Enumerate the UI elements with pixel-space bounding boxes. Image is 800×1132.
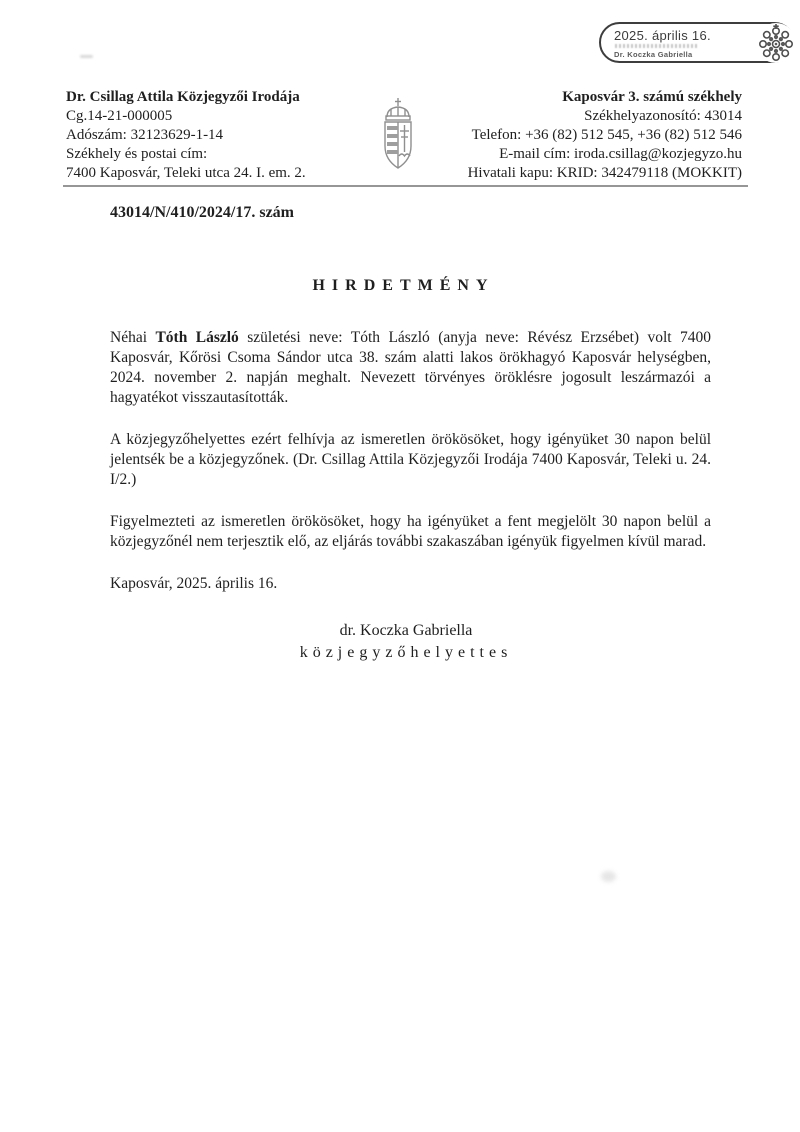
- seat-krid: Hivatali kapu: KRID: 342479118 (MOKKIT): [467, 165, 742, 181]
- paragraph-warning: Figyelmezteti az ismeretlen örökösöket, hogy ha igényüket a fent megjelölt 30 napon belül a közjegyzőnél nem terjesztik elő, az eljárás további szakaszában igényük figyelmen kívül marad.: [110, 513, 711, 550]
- office-address-label: Székhely és postai cím:: [66, 146, 208, 162]
- paragraph-call-to-heirs: A közjegyzőhelyettes ezért felhívja az ismeretlen örökösöket, hogy igényüket 30 napon belül jelentsék be a közjegyzőnek. (Dr. Csillag Attila Közjegyzői Irodája 7400 Kaposvár, Teleki u. 24. I/2.): [110, 431, 711, 488]
- office-tax-number: Adószám: 32123629-1-14: [66, 127, 224, 143]
- letterhead-office-block: [66, 88, 366, 183]
- stamp-date: 2025. április 16.: [614, 28, 711, 43]
- notary-rosette-seal-icon: [756, 23, 796, 63]
- letterhead-divider: [63, 185, 748, 187]
- scan-artifact: [80, 55, 93, 58]
- paragraph-deceased: [110, 328, 711, 408]
- hungarian-coat-of-arms-icon: [376, 88, 420, 183]
- letterhead: [66, 88, 742, 183]
- office-registry-number: Cg.14-21-000005: [66, 108, 173, 124]
- paragraph-deceased-prefix: Néhai: [110, 329, 148, 346]
- seat-email: E-mail cím: iroda.csillag@kozjegyzo.hu: [499, 146, 742, 162]
- scan-artifact: [601, 871, 616, 882]
- signer-role: közjegyzőhelyettes: [299, 644, 513, 661]
- stamp-signer-name: Dr. Koczka Gabriella: [614, 50, 693, 59]
- office-name: Dr. Csillag Attila Közjegyzői Irodája: [66, 89, 300, 105]
- date-stamp: [599, 22, 795, 63]
- document-title: HIRDETMÉNY: [312, 277, 495, 294]
- letterhead-seat-block: [430, 88, 742, 183]
- signer-name: dr. Koczka Gabriella: [339, 622, 473, 639]
- case-reference-number: 43014/N/410/2024/17. szám: [110, 204, 294, 221]
- seat-phone: Telefon: +36 (82) 512 545, +36 (82) 512 546: [471, 127, 742, 143]
- office-address: 7400 Kaposvár, Teleki utca 24. I. em. 2.: [66, 165, 306, 181]
- place-and-date: Kaposvár, 2025. április 16.: [110, 575, 278, 592]
- stamp-illegible-line: [615, 44, 699, 48]
- seat-id: Székhelyazonosító: 43014: [584, 108, 742, 124]
- signature-block: [0, 620, 800, 664]
- paragraph-deceased-rest: születési neve: Tóth László (anyja neve: Révész Erzsébet) volt 7400 Kaposvár, Kőrösi Csoma Sándor utca 38. szám alatti lakos örökhagyó Kaposvár helységben, 2024. november 2. napján meghalt. Nevezett törvényes öröklésre jogosult leszármazói a hagyatékot visszautasították.: [110, 329, 712, 406]
- deceased-name: Tóth László: [155, 329, 239, 346]
- document-body: [110, 328, 711, 616]
- seat-name: Kaposvár 3. számú székhely: [562, 89, 742, 105]
